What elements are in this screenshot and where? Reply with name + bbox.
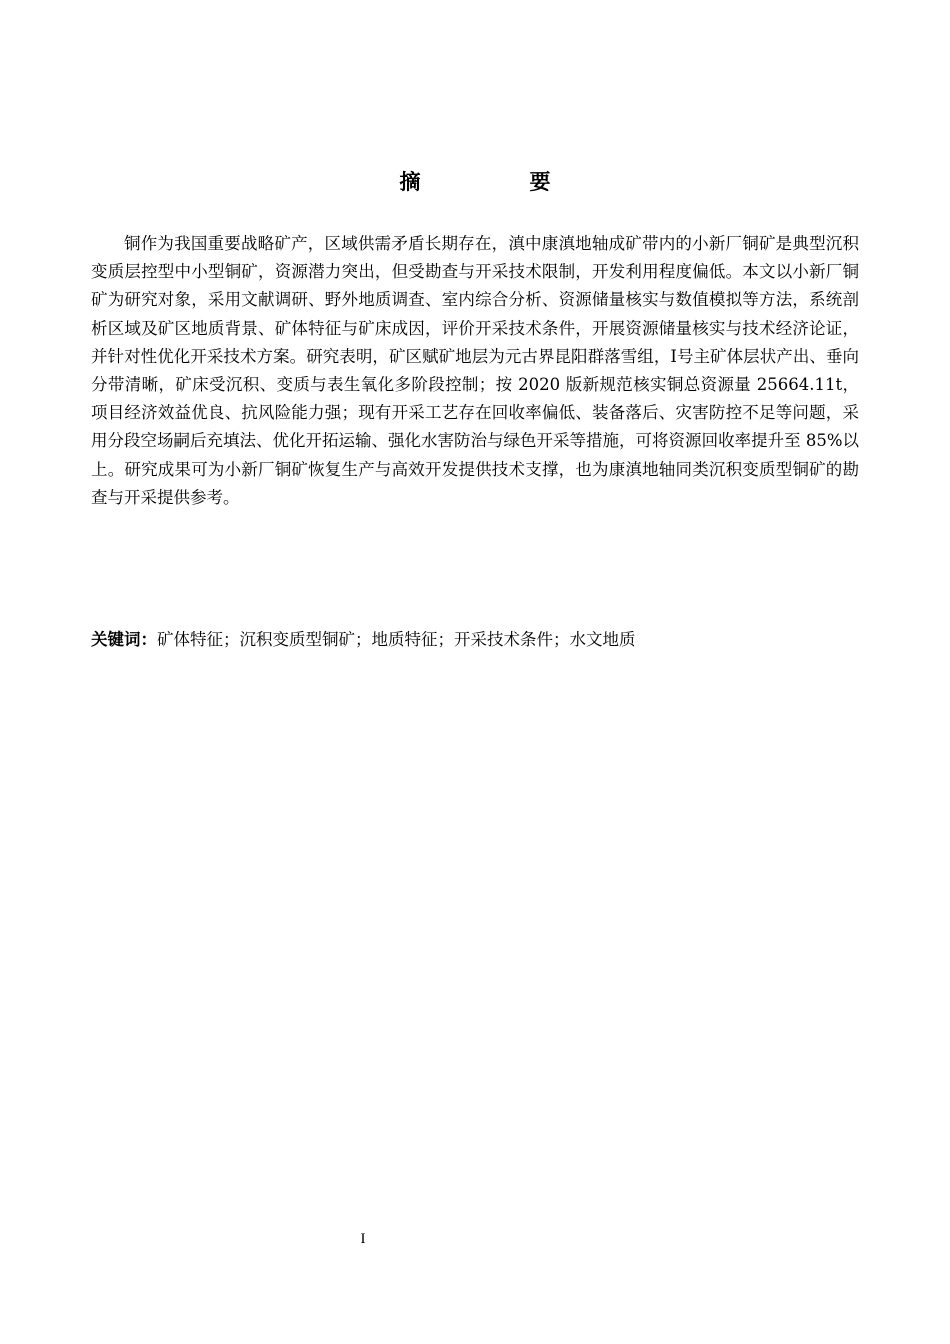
abstract-paragraph: 铜作为我国重要战略矿产，区域供需矛盾长期存在，滇中康滇地轴成矿带内的小新厂铜矿是典型沉积变质层控型中小型铜矿，资源潜力突出，但受勘查与开采技术限制，开发利用程度偏低。本文以小新厂铜矿为研究对象，采用文献调研、野外地质调查、室内综合分析、资源储量核实与数值模拟等方法，系统剖析区域及矿区地质背景、矿体特征与矿床成因，评价开采技术条件，开展资源储量核实与技术经济论证，并针对性优化开采技术方案。研究表明，矿区赋矿地层为元古界昆阳群落雪组，Ⅰ号主矿体层状产出、垂向分带清晰，矿床受沉积、变质与表生氧化多阶段控制；按 2020 版新规范核实铜总资源量 25664.11t，项目经济效益优良、抗风险能力强；现有开采工艺存在回收率偏低、装备落后、灾害防控不足等问题，采用分段空场嗣后充填法、优化开拓运输、强化水害防治与绿色开采等措施，可将资源回收率提升至 85%以上。研究成果可为小新厂铜矿恢复生产与高效开发提供技术支撑，也为康滇地轴同类沉积变质型铜矿的勘查与开采提供参考。 (91, 234, 859, 507)
page-number: I (360, 1231, 366, 1247)
keywords-label: 关键词： (91, 630, 157, 649)
keywords-line (91, 626, 859, 654)
keywords-text: 矿体特征；沉积变质型铜矿；地质特征；开采技术条件；水文地质 (157, 630, 636, 649)
abstract-title: 摘 要 (399, 170, 595, 194)
